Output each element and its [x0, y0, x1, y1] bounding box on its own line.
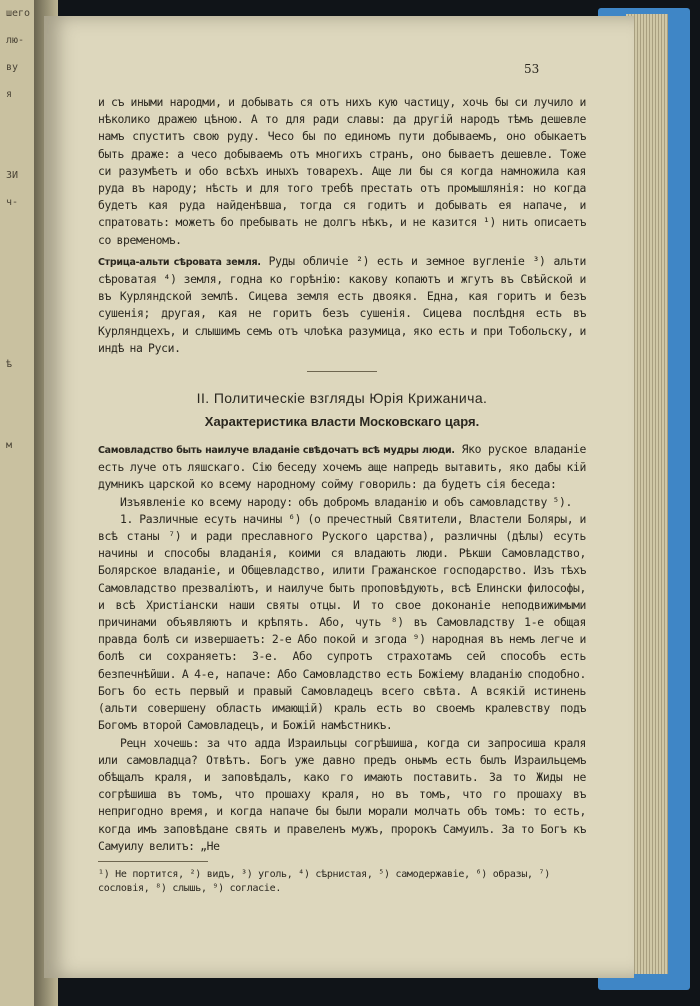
section-heading: II. Политическіе взгляды Юрія Крижанича.	[196, 390, 488, 407]
left-page-fragment: шего	[6, 8, 31, 19]
text-block	[98, 94, 586, 896]
left-page-fragment: я	[6, 89, 13, 100]
left-page-fragment: ву	[6, 62, 19, 73]
left-page-fragment: ч-	[6, 197, 19, 208]
left-page-fragment: ЗИ	[6, 170, 19, 181]
left-page-fragment: ѣ	[6, 359, 13, 370]
footnote-rule	[98, 861, 208, 862]
side-label-1: Стрица-альти сѣровата земля.	[98, 256, 261, 268]
page-number: 53	[524, 62, 540, 76]
paragraph-6: Рецн хочешь: за что адда Израильцы согрѣшиша, когда си запросиша краля или самовладца? Отвѣтъ. Богъ уже давно предъ онымъ есть былъ Израильцемъ обѣщалъ краля, и заповѣдалъ, како го имають поставить. За то Жиды не согрѣшиша въ томъ, что прошаху краля, но въ томъ, что го прошаху въ непригодно время, и когда напаче бы были морали молчать объ томъ: то есть, когда имъ заповѣдане свять и правеленъ мужъ, пророкъ Самуилъ. За то Богъ къ Самуилу велитъ: „Не	[98, 735, 586, 853]
divider-rule	[307, 371, 377, 372]
left-page-fragment: м	[6, 440, 13, 451]
right-page	[44, 16, 634, 978]
footnotes: ¹) Не портится, ²) видъ, ³) уголь, ⁴) сѣрнистая, ⁵) самодержавіе, ⁶) образы, ⁷) сословія, ⁸) слышь, ⁹) согласіе.	[98, 868, 550, 894]
left-page-fragment: лю-	[6, 35, 25, 46]
paragraph-5: 1. Различные есуть начины ⁶) (о пречестный Святители, Властели Боляры, и всѣ станы ⁷) и ради преславного Руского царства), различны (дѣлы) есуть начины и способы владанія, коими ся владають люди. Рѣкши Самовладство, Болярское владаніе, и Общевладство, илити Гражанское господарство. Изъ тѣхъ Самовладство презваліютъ, и наилуче быть проповѣдують, всѣ Елински философы, и всѣ Христіански наши святы отцы. И то свое доконаніе неподвижимыми причинами объявляютъ и крѣпять. Або, чуть ⁸) въ Самовладству 1-е общая правда болѣ си извершаетъ: 2-е Або покой и згода ⁹) народная въ немъ легче и болѣ си сохраняетъ: 3-е. Або супротъ страхотамъ сей способъ есть безпечнѣйши. А 4-е, напаче: Або Самовладство есть Божіему владанію сподобно. Богъ бо есть первый и правый Самовладецъ всего свѣта. А всякій истинень (альти совершену область имающій) краль есть во своемъ кралевству подъ Богомъ второй Самовладецъ, и Божій намѣстникъ.	[98, 511, 586, 733]
paragraph-1: и съ иными народми, и добывать ся отъ нихъ кую частицу, хочь бы си лучило и нѣколико дражею цѣною. А то для ради славы: да другій народъ тѣмъ дешевле намъ спуститъ свою руду. Чесо бы по единомъ пути добываемъ, оно обыкаетъ быть драже: а чесо добываемъ отъ многихъ странъ, оно бываетъ дешевле. Тоже си разумѣетъ и обо всѣхъ иныхъ товарехъ. Аще ли бы ся когда намножила кая руда въ народу; нѣсть и для того требѣ престать отъ промышлянія: но когда будетъ кая руда найденѣвша, тогда ся годитъ и добывать ея напаче, и спратовать: можетъ бо пребывать не долгъ нѣкъ, и не казится ¹) нить описаетъ со временомъ.	[98, 95, 586, 247]
paragraph-4: Изъявленіе ко всему народу: объ добромъ владанію и объ самовладству ⁵).	[120, 494, 573, 509]
paragraph-3-text: Яко руское владаніе есть луче отъ ляшскаго. Сію беседу хочемъ аще напредь вытавить, яко дабы кій думникъ царской ко всему народному сойму говориль: да будетъ сія беседа:	[98, 442, 586, 492]
paragraph-3	[98, 441, 586, 494]
paragraph-2-text: Руды обличіе ²) есть и земное вугленіе ³) альти сѣроватая ⁴) земля, годна ко горѣнію: какову копаютъ и жгутъ въ Свѣйской и въ Курляндской землѣ. Сицева земля есть двоякя. Една, кая горитъ и безъ сушенія; другая, кая не горитъ безъ сушенія. Сицева послѣдня есть въ Курляндцехъ, и слышимъ семъ отъ члоѣка разумица, яко есть и при Тобольску, и индѣ на Руси.	[98, 253, 586, 355]
paragraph-2	[98, 253, 586, 357]
subheading: Характеристика власти Московскаго царя.	[204, 414, 480, 430]
side-label-2: Самовладство быть наилуче владаніе свѣдочатъ всѣ мудры люди.	[98, 445, 455, 457]
